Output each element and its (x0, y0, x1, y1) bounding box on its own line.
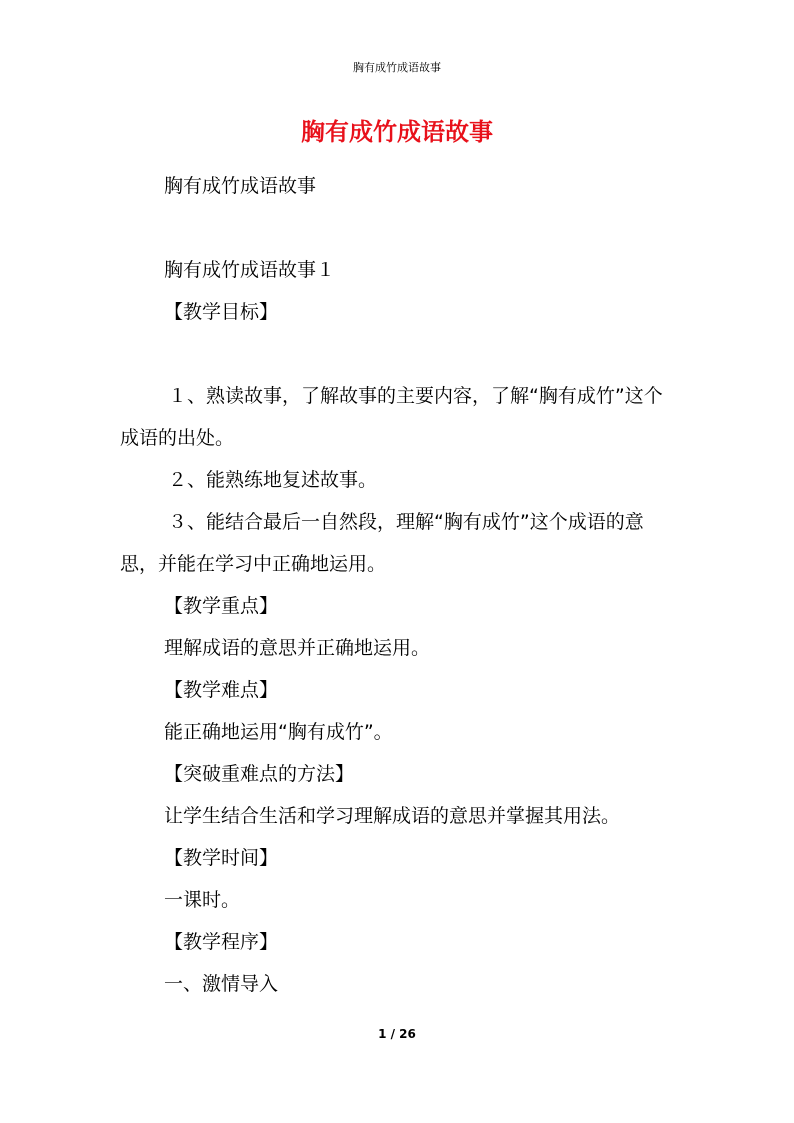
page-number: 1 / 26 (378, 1027, 416, 1041)
paragraph-difficulties: 能正确地运用“胸有成竹”。 (164, 721, 393, 743)
paragraph-time: 一课时。 (164, 889, 241, 911)
document-title: 胸有成竹成语故事 (301, 118, 493, 146)
blank-line (120, 207, 676, 249)
paragraph-teaching-goals-heading: 【教学目标】 (164, 301, 279, 323)
blank-line (120, 333, 676, 375)
paragraph-time-heading: 【教学时间】 (164, 847, 279, 869)
paragraph-procedure-heading: 【教学程序】 (164, 931, 279, 953)
paragraph-goal-3: ３、能结合最后一自然段，理解“胸有成竹”这个成语的意思，并能在学习中正确地运用。 (120, 511, 644, 575)
paragraph-goal-2: ２、能熟练地复述故事。 (168, 469, 378, 491)
paragraph-methods: 让学生结合生活和学习理解成语的意思并掌握其用法。 (164, 805, 621, 827)
paragraph-key-points: 理解成语的意思并正确地运用。 (164, 637, 431, 659)
document-body (120, 165, 676, 1005)
paragraph-key-points-heading: 【教学重点】 (164, 595, 279, 617)
paragraph-methods-heading: 【突破重难点的方法】 (164, 763, 355, 785)
paragraph-goal-1: １、熟读故事，了解故事的主要内容，了解“胸有成竹”这个成语的出处。 (120, 385, 663, 449)
paragraph-subtitle: 胸有成竹成语故事 (164, 175, 317, 197)
paragraph-difficulties-heading: 【教学难点】 (164, 679, 279, 701)
running-header: 胸有成竹成语故事 (353, 61, 441, 74)
paragraph-section-heading: 胸有成竹成语故事１ (164, 259, 336, 281)
paragraph-procedure-step-1: 一、激情导入 (164, 973, 279, 995)
